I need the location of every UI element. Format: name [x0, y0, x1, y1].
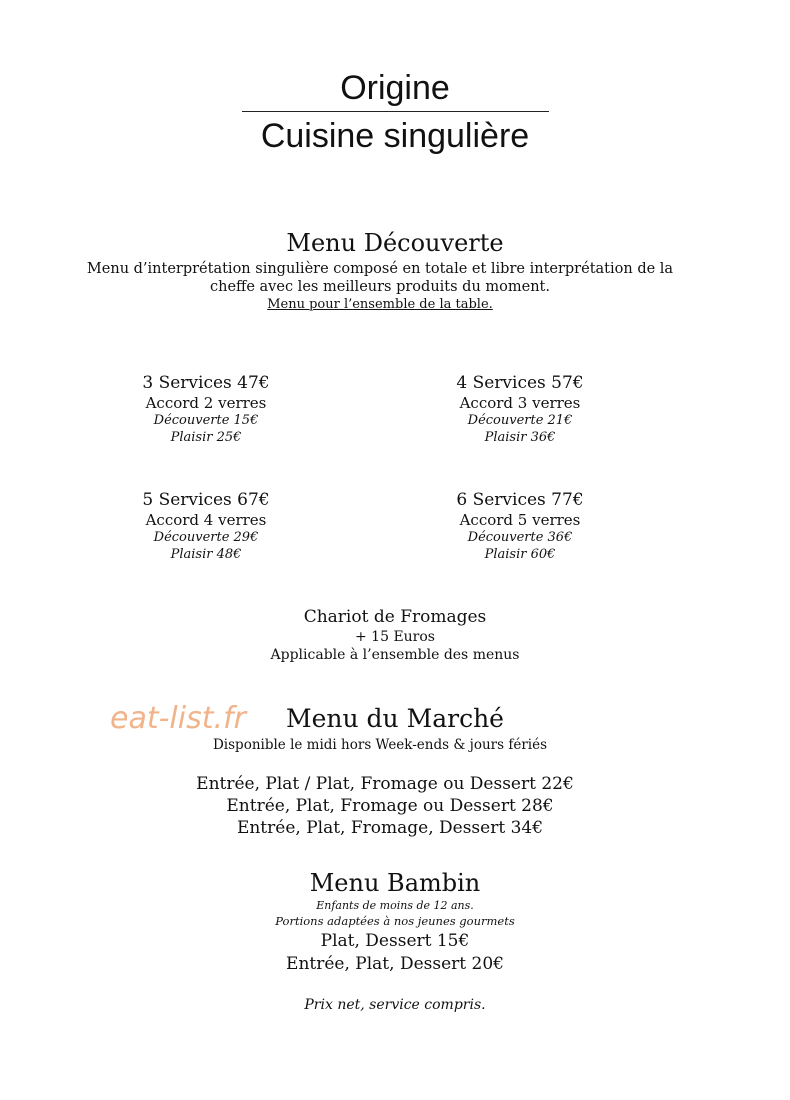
- formula-wine-pairing: Accord 4 verres: [145, 511, 267, 529]
- menu-decouverte-title: Menu Découverte: [286, 229, 504, 257]
- formula-3-services: [81, 373, 331, 446]
- formula-wine-pairing: Accord 3 verres: [459, 394, 581, 412]
- formula-6-services: [395, 490, 645, 563]
- menu-decouverte-note-text: Menu pour l’ensemble de la table.: [267, 297, 493, 312]
- restaurant-tagline: Cuisine singulière: [260, 117, 530, 155]
- restaurant-name: Origine: [340, 69, 450, 107]
- header-divider: [242, 111, 549, 112]
- formula-title: 6 Services 77€: [456, 490, 584, 510]
- formula-decouverte-price: Découverte 36€: [467, 530, 573, 545]
- menu-marche-option: Entrée, Plat / Plat, Fromage ou Dessert 22€: [196, 774, 574, 794]
- formula-wine-pairing: Accord 2 verres: [145, 394, 267, 412]
- menu-bambin-option: Plat, Dessert 15€: [320, 931, 470, 951]
- cheese-cart-title: Chariot de Fromages: [303, 607, 487, 627]
- menu-decouverte-note: [0, 296, 760, 314]
- formula-title: 3 Services 47€: [142, 373, 270, 393]
- menu-bambin-title: Menu Bambin: [309, 869, 481, 897]
- formula-plaisir-price: Plaisir 25€: [170, 430, 242, 445]
- menu-decouverte-description-line: cheffe avec les meilleurs produits du moment.: [210, 279, 550, 295]
- formula-title: 4 Services 57€: [456, 373, 584, 393]
- cheese-cart-block: [0, 607, 790, 664]
- menu-bambin-option: Entrée, Plat, Dessert 20€: [286, 954, 504, 974]
- cheese-cart-price: + 15 Euros: [355, 629, 435, 645]
- formula-decouverte-price: Découverte 21€: [467, 413, 573, 428]
- formula-4-services: [395, 373, 645, 446]
- price-note: Prix net, service compris.: [304, 997, 486, 1013]
- menu-decouverte-description-line: Menu d’interprétation singulière composé en totale et libre interprétation de la: [86, 261, 674, 277]
- formula-title: 5 Services 67€: [142, 490, 270, 510]
- menu-bambin-note: Enfants de moins de 12 ans.: [316, 899, 474, 912]
- formula-plaisir-price: Plaisir 36€: [484, 430, 556, 445]
- menu-marche-title: Menu du Marché: [286, 704, 504, 733]
- cheese-cart-note: Applicable à l’ensemble des menus: [270, 647, 520, 663]
- formula-decouverte-price: Découverte 15€: [153, 413, 259, 428]
- watermark: eat-list.fr: [110, 701, 246, 736]
- formula-plaisir-price: Plaisir 60€: [484, 547, 556, 562]
- menu-bambin-note: Portions adaptées à nos jeunes gourmets: [275, 914, 515, 928]
- formula-decouverte-price: Découverte 29€: [153, 530, 259, 545]
- menu-marche-option: Entrée, Plat, Fromage, Dessert 34€: [236, 818, 544, 838]
- formula-plaisir-price: Plaisir 48€: [170, 547, 242, 562]
- formula-wine-pairing: Accord 5 verres: [459, 511, 581, 529]
- formula-5-services: [81, 490, 331, 563]
- menu-marche-option: Entrée, Plat, Fromage ou Dessert 28€: [226, 796, 554, 816]
- menu-marche-subtitle: Disponible le midi hors Week-ends & jours fériés: [212, 737, 548, 753]
